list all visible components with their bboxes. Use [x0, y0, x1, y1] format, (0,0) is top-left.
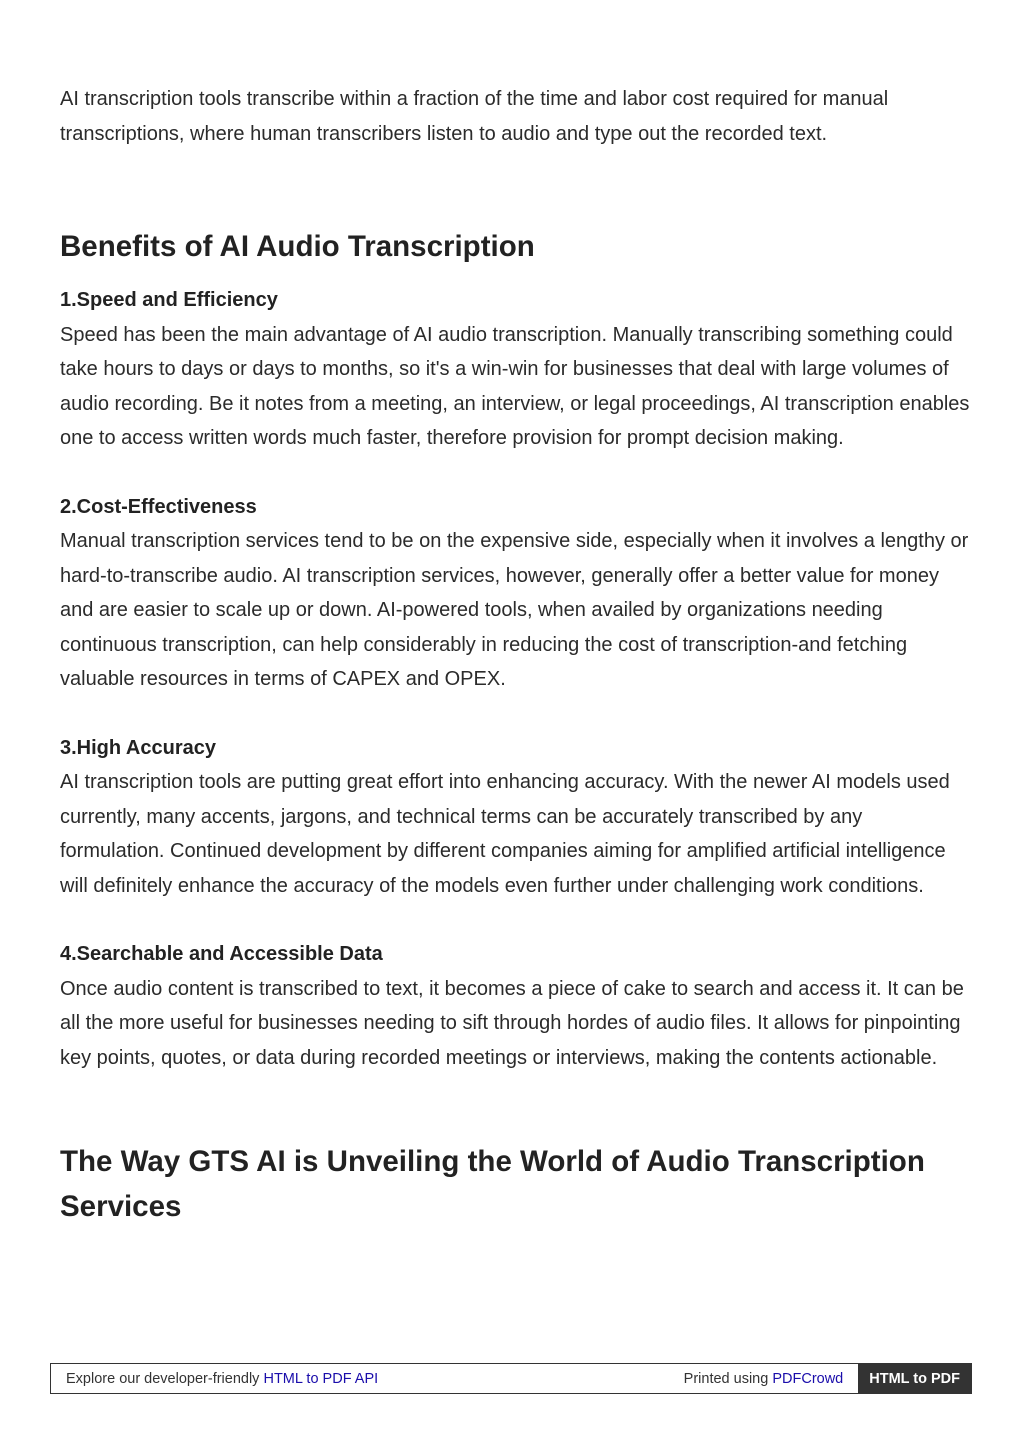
pdfcrowd-link[interactable]: PDFCrowd — [772, 1370, 844, 1387]
section-title: 4.Searchable and Accessible Data — [60, 943, 383, 965]
section-speed — [60, 283, 970, 456]
section-body: Manual transcription services tend to be on the expensive side, especially when it involves a lengthy or hard-to-transcribe audio. AI transcription services, however, generally offer a better value for money and are easier to scale up or down. AI-powered tools, when availed by organizations needing continuous transcription, can help considerably in reducing the cost of transcription-and fetching valuable resources in terms of CAPEX and OPEX. — [60, 530, 969, 690]
pdfcrowd-footer — [50, 1363, 972, 1394]
section-cost — [60, 490, 970, 697]
gts-heading: The Way GTS AI is Unveiling the World of Audio Transcription Services — [60, 1145, 925, 1223]
section-body: AI transcription tools are putting great effort into enhancing accuracy. With the newer AI models used currently, many accents, jargons, and technical terms can be accurately transcribed by any formulation. Continued development by different companies aiming for amplified artificial intelligence will definitely enhance the accuracy of the models even further under challenging work conditions. — [60, 771, 950, 897]
benefits-heading: Benefits of AI Audio Transcription — [60, 230, 535, 263]
section-title: 1.Speed and Efficiency — [60, 289, 278, 311]
section-title: 3.High Accuracy — [60, 736, 216, 759]
section-body: Once audio content is transcribed to text, it becomes a piece of cake to search and access it. It can be all the more useful for businesses needing to sift through hordes of audio files. It allows for pinpointing key points, quotes, or data during recorded meetings or interviews, making the contents actionable. — [60, 977, 964, 1069]
intro-paragraph: AI transcription tools transcribe within a fraction of the time and labor cost required for manual transcriptions, where human transcribers listen to audio and type out the recorded text. — [60, 88, 889, 145]
document-content — [60, 82, 970, 1229]
html-to-pdf-button[interactable]: HTML to PDF — [858, 1364, 971, 1393]
footer-explore-text: Explore our developer-friendly — [66, 1370, 264, 1387]
footer-printed — [684, 1371, 859, 1387]
section-title: 2.Cost-Effectiveness — [60, 495, 257, 518]
section-searchable — [60, 937, 970, 1075]
footer-explore — [51, 1371, 684, 1387]
section-body: Speed has been the main advantage of AI audio transcription. Manually transcribing something could take hours to days or days to months, so it's a win-win for businesses that deal with large volumes of audio recording. Be it notes from a meeting, an interview, or legal proceedings, AI transcription enables one to access written words much faster, therefore provision for prompt decision making. — [60, 323, 970, 449]
footer-printed-text: Printed using — [683, 1370, 773, 1387]
section-accuracy — [60, 731, 970, 904]
html-to-pdf-api-link[interactable]: HTML to PDF API — [263, 1370, 379, 1387]
